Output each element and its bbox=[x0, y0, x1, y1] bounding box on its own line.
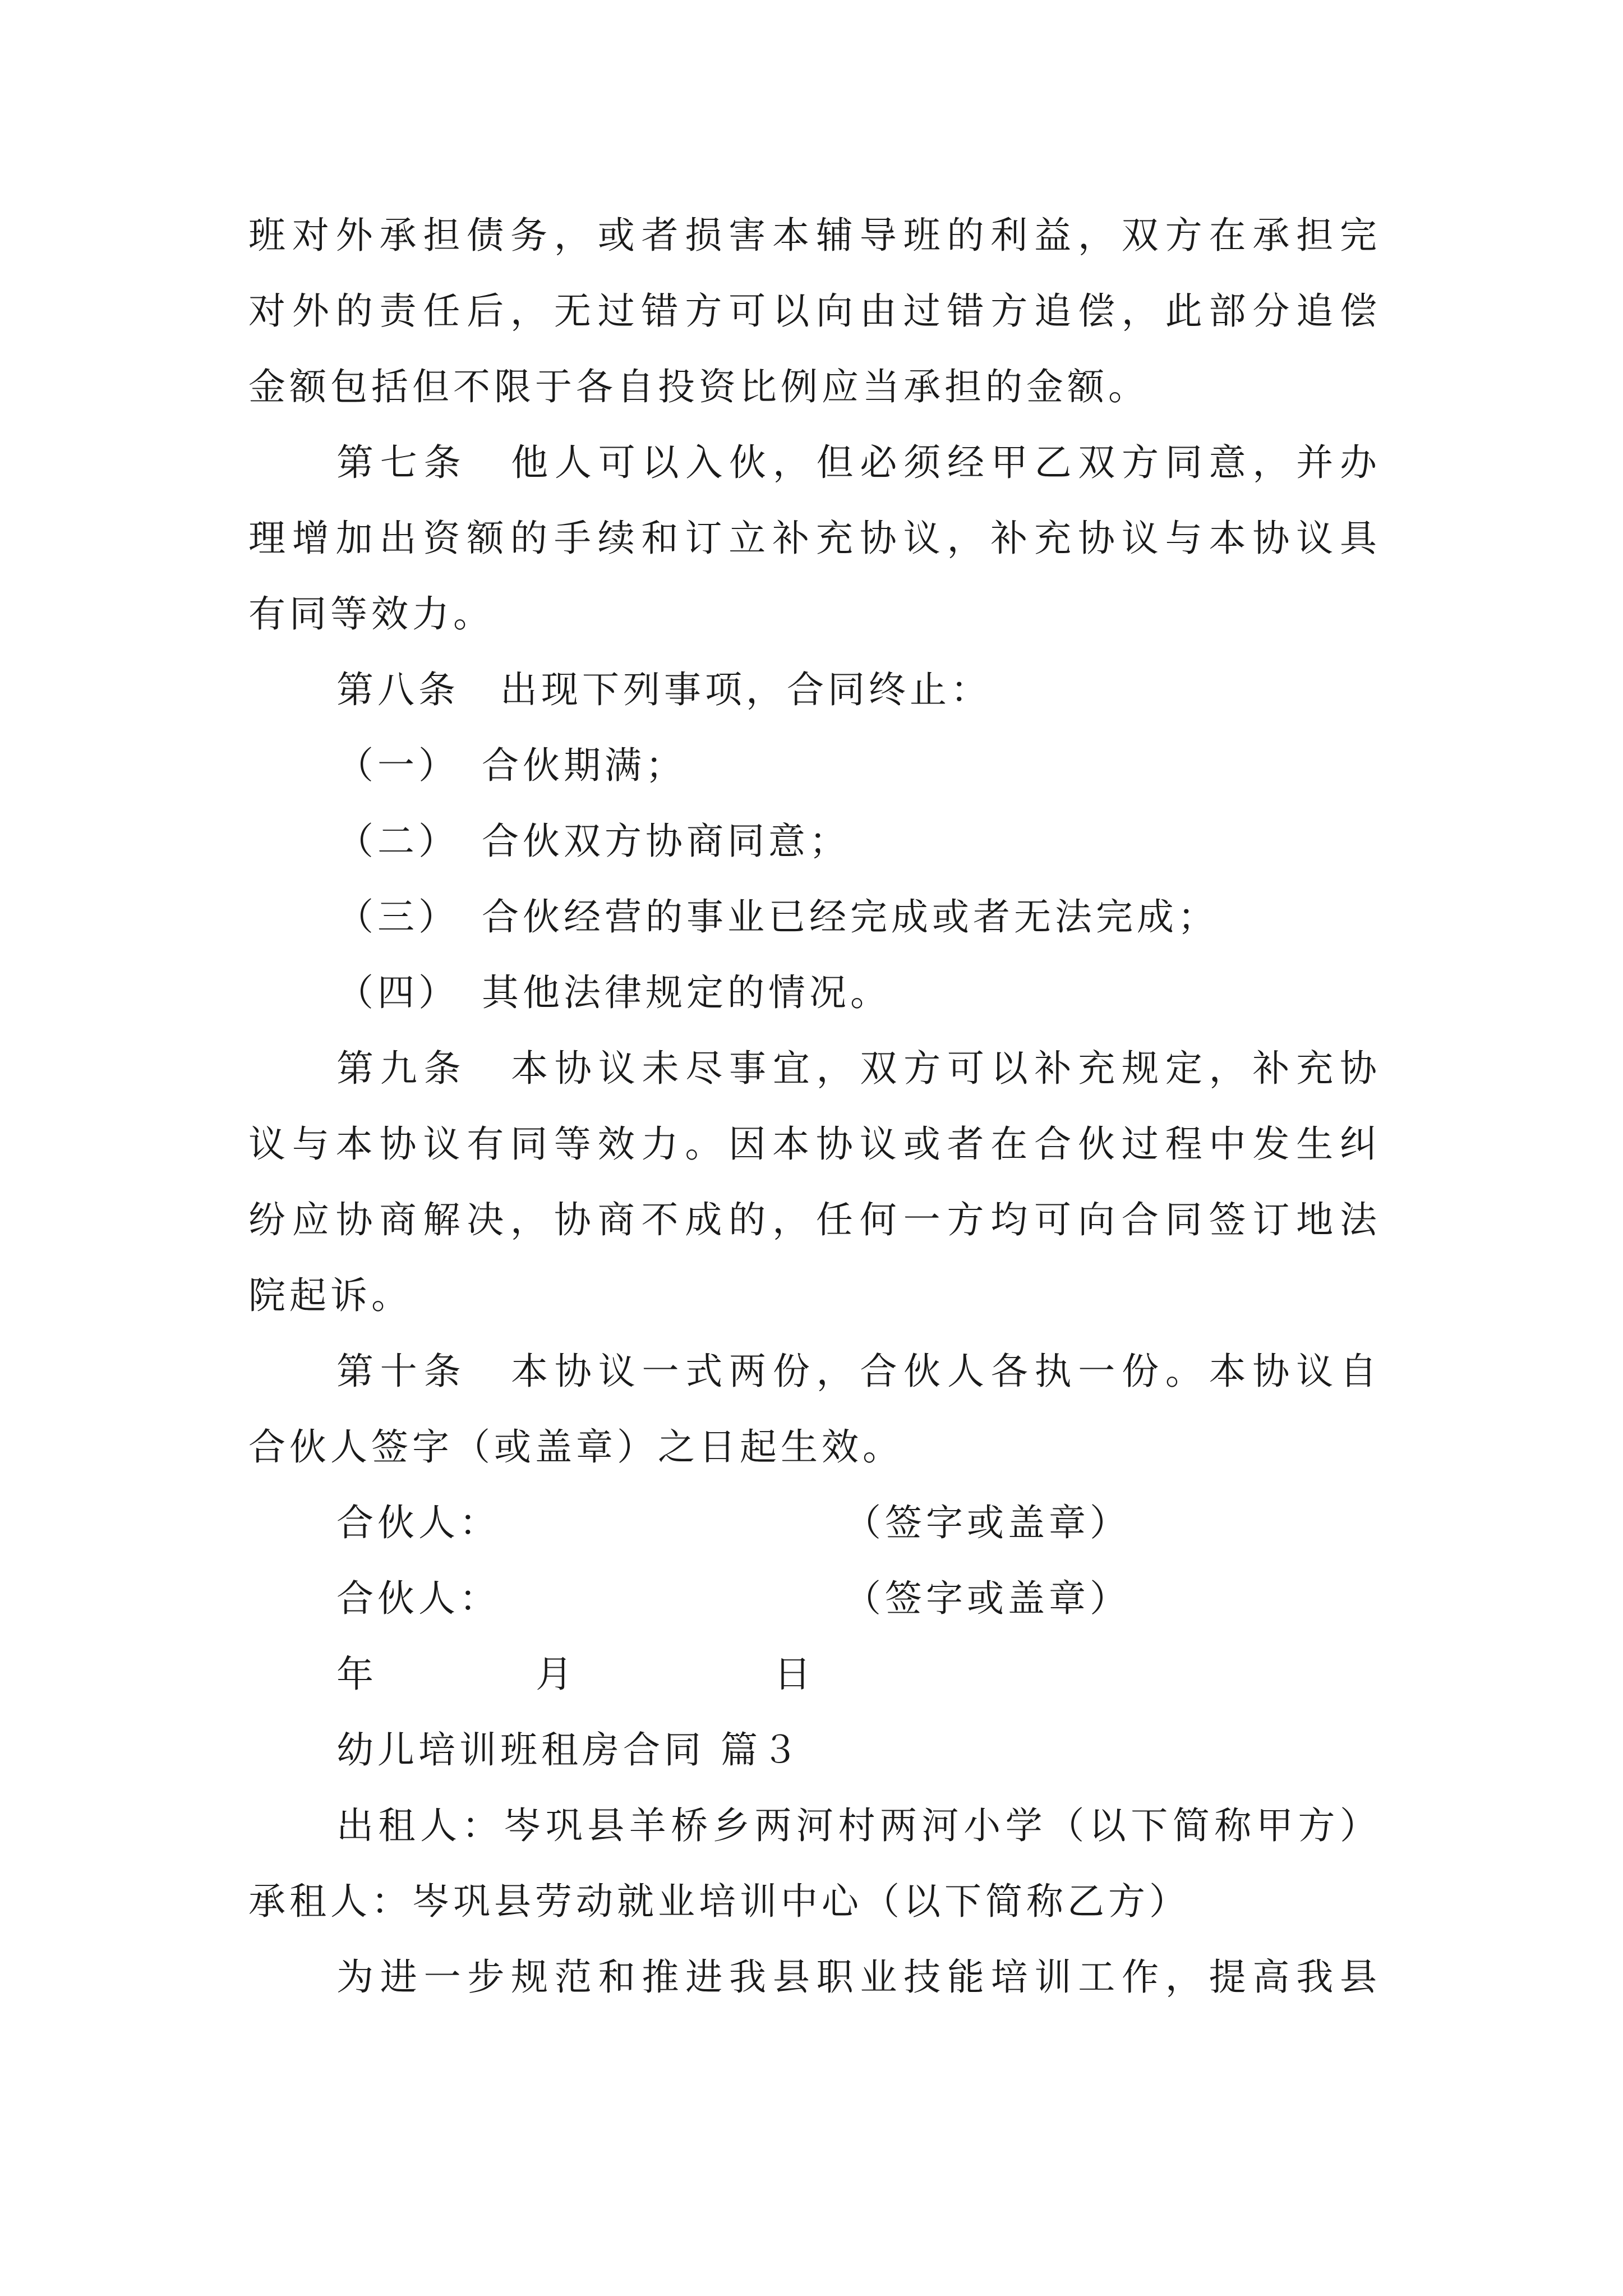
paragraph-line: 对外的责任后，无过错方可以向由过错方追偿，此部分追偿 bbox=[248, 289, 1377, 333]
date-month: 月 bbox=[536, 1653, 577, 1696]
list-item: （一） 合伙期满； bbox=[336, 744, 686, 787]
partner-1-seal: （签字或盖章） bbox=[844, 1501, 1131, 1544]
paragraph-line: 纷应协商解决，协商不成的，任何一方均可向合同签订地法 bbox=[248, 1198, 1377, 1241]
article-10-line: 第十条 本协议一式两份，合伙人各执一份。本协议自 bbox=[336, 1350, 1377, 1393]
partner-2-label: 合伙人： bbox=[336, 1577, 500, 1620]
paragraph-line: 院起诉。 bbox=[248, 1274, 412, 1317]
paragraph-line: 金额包括但不限于各自投资比例应当承担的金额。 bbox=[248, 365, 1149, 408]
article-7-line: 第七条 他人可以入伙，但必须经甲乙双方同意，并办 bbox=[336, 441, 1377, 484]
article-8-line: 第八条 出现下列事项，合同终止： bbox=[336, 668, 992, 711]
date-year: 年 bbox=[336, 1653, 377, 1696]
lessor-line: 出租人：岑巩县羊桥乡两河村两河小学（以下简称甲方） bbox=[336, 1804, 1377, 1847]
paragraph-line: 有同等效力。 bbox=[248, 592, 494, 636]
paragraph-line: 合伙人签字（或盖章）之日起生效。 bbox=[248, 1425, 903, 1469]
paragraph-line: 理增加出资额的手续和订立补充协议，补充协议与本协议具 bbox=[248, 517, 1377, 560]
paragraph-line: 班对外承担债务，或者损害本辅导班的利益，双方在承担完 bbox=[248, 214, 1377, 257]
section-title: 幼儿培训班租房合同 篇３ bbox=[336, 1728, 803, 1772]
article-9-line: 第九条 本协议未尽事宜，双方可以补充规定，补充协 bbox=[336, 1047, 1377, 1090]
partner-2-seal: （签字或盖章） bbox=[844, 1577, 1131, 1620]
list-item: （四） 其他法律规定的情况。 bbox=[336, 971, 891, 1014]
paragraph-line: 为进一步规范和推进我县职业技能培训工作，提高我县 bbox=[336, 1955, 1377, 1999]
paragraph-line: 议与本协议有同等效力。因本协议或者在合伙过程中发生纠 bbox=[248, 1122, 1377, 1166]
list-item: （二） 合伙双方协商同意； bbox=[336, 820, 850, 863]
list-item: （三） 合伙经营的事业已经完成或者无法完成； bbox=[336, 895, 1219, 938]
date-day: 日 bbox=[774, 1653, 815, 1696]
partner-1-label: 合伙人： bbox=[336, 1501, 500, 1544]
lessee-line: 承租人：岑巩县劳动就业培训中心（以下简称乙方） bbox=[248, 1880, 1190, 1923]
